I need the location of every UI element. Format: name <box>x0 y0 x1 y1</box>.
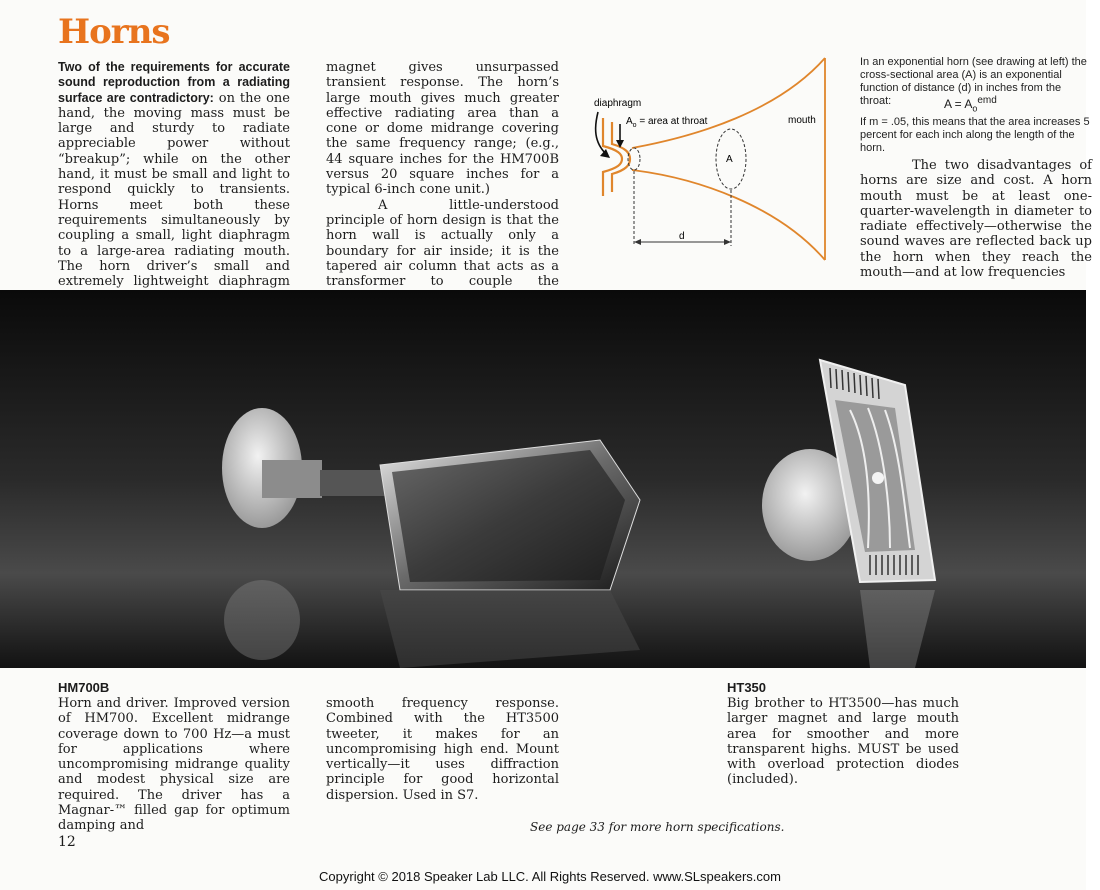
ht350-title: HT350 <box>727 680 767 695</box>
principle-paragraph-1: magnet gives unsurpassed transient response. The horn’s large mouth gives much greater effective radiating area than a cone or dome midrange covering the same frequency range; (e.g., 44 square inches for the HM700B versus 20 square inches for a typical 6-inch cone unit.) <box>326 60 559 198</box>
throat-area-label: $A_o$ = area at throat <box>626 116 708 129</box>
ht350-phase-plug <box>872 472 884 484</box>
hm700b-description-continued: smooth frequency response. Combined with the HT3500 tweeter, it makes for an uncompromising high end. Mount vertically—it uses diffraction principle for good horizontal dispersion. Used in S7. <box>326 696 559 803</box>
cross-section-label: A <box>726 154 733 165</box>
mouth-label: mouth <box>788 115 816 126</box>
product-photo <box>0 290 1086 668</box>
intro-lead: Two of the requirements for accurate sound reproduction from a radiating surface are contradictory: <box>58 60 290 105</box>
intro-body: on the one hand, the moving mass must be large and sturdy to radiate appreciable power without “breakup”; while on the other hand, it must be small and light to respond quickly to transients. Horns meet both these requirements simultaneously by coupling a small, light diaphragm to a large-area radiating mouth. The horn driver’s small and extremely lightweight diaphragm <box>58 90 290 290</box>
hm700b-horn-mouth <box>392 450 625 582</box>
page-title: Horns <box>58 12 170 52</box>
diaphragm-label: diaphragm <box>594 98 642 109</box>
intro-column <box>58 60 290 305</box>
distance-label: d <box>679 231 685 242</box>
diaphragm-pointer <box>596 112 606 154</box>
principle-paragraph-2: A little-understood principle of horn design is that the horn wall is actually only a boundary for air inside; it is the tapered air column that acts as a transformer to couple the <box>326 197 559 290</box>
arrowhead-left <box>634 239 641 245</box>
formula-note: If m = .05, this means that the area increases 5 percent for each inch along the length of the horn. <box>860 116 1090 154</box>
hm700b-title: HM700B <box>58 680 110 695</box>
disadvantages-paragraph: The two disadvantages of horns are size and cost. A horn mouth must be at least one-quarter-wavelength in diameter to radiate effectively—otherwise the sound waves are reflected back up the horn when they reach the mouth—and at low frequencies <box>860 158 1092 281</box>
diaphragm-pointer-head <box>600 149 610 158</box>
hm700b-driver-body <box>262 460 322 498</box>
ht350-description: Big brother to HT3500—has much larger magnet and large mouth area for smoother and more transparent highs. MUST be used with overload protection diodes (included). <box>727 696 959 788</box>
formula-caption: In an exponential horn (see drawing at left) the cross-sectional area (A) is an exponential function of distance (d) in inches from the throat: <box>860 56 1087 107</box>
principle-column <box>326 60 559 305</box>
exponential-horn-diagram <box>588 56 838 266</box>
copyright-notice: Copyright © 2018 Speaker Lab LLC. All Rights Reserved. www.SLspeakers.com <box>319 869 781 884</box>
specifications-footnote: See page 33 for more horn specifications. <box>530 820 785 834</box>
disadvantages-column <box>860 158 1092 280</box>
hm700b-description: Horn and driver. Improved version of HM700. Excellent midrange coverage down to 700 Hz—a must for applications where uncompromising midrange quality and modest physical size are required. The driver has a Magnar-™ filled gap for optimum damping and <box>58 696 290 834</box>
hm700b-disc-reflection <box>224 580 300 660</box>
exponential-formula: $A = A_o^{emd}$ <box>944 95 997 114</box>
hm700b-throat <box>320 470 390 496</box>
page-number: 12 <box>58 834 76 850</box>
horn-upper-wall <box>632 58 825 148</box>
arrowhead-right <box>724 239 731 245</box>
horn-lower-wall <box>632 170 825 260</box>
